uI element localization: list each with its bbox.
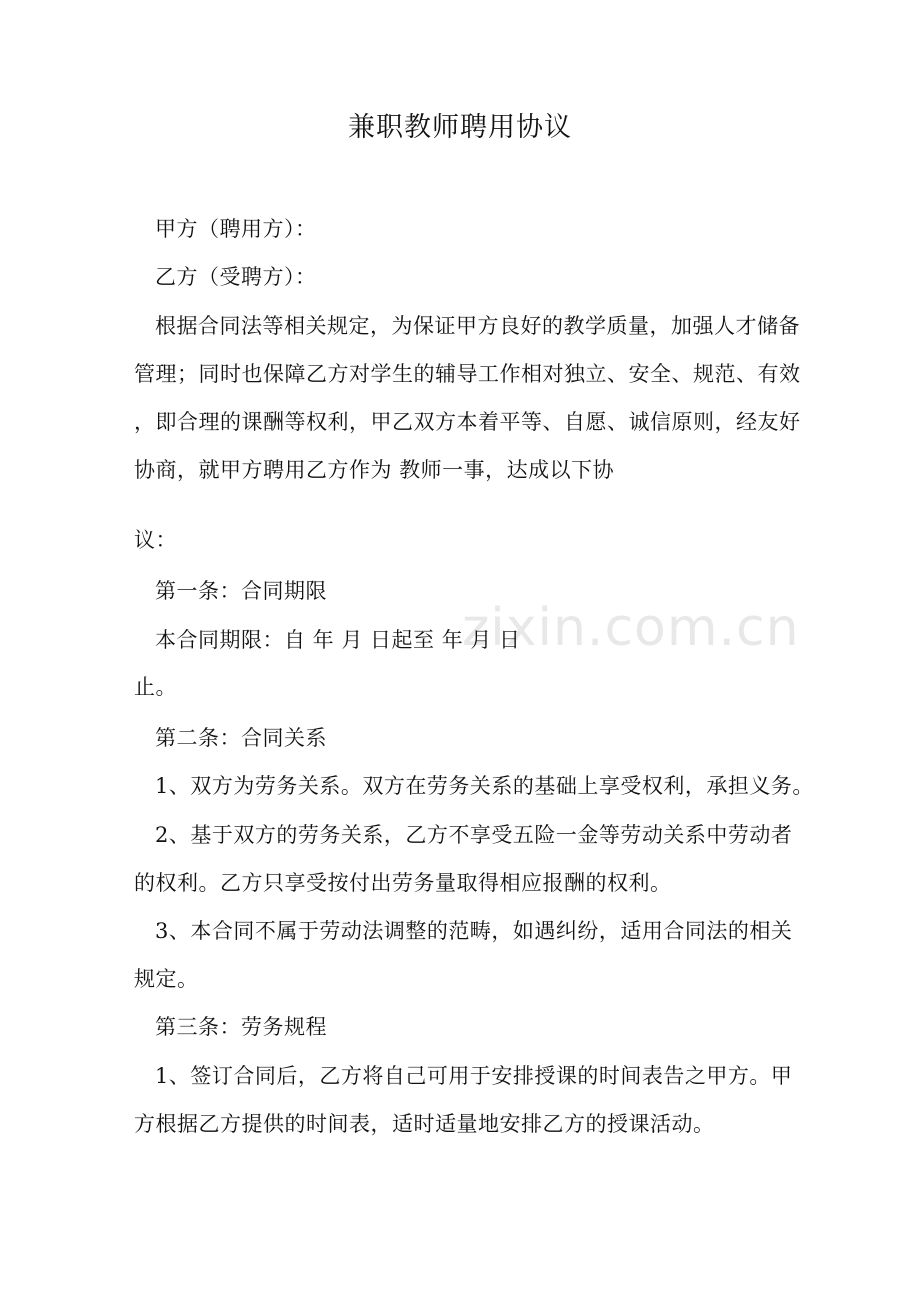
preamble-line-5: 议： [134,528,177,552]
article-2-heading: 第二条：合同关系 [155,726,327,750]
preamble-line-2: 管理；同时也保障乙方对学生的辅导工作相对独立、安全、规范、有效 [134,362,801,386]
document-title: 兼职教师聘用协议 [348,112,572,143]
article-3-item-1-cont: 方根据乙方提供的时间表，适时适量地安排乙方的授课活动。 [134,1112,715,1136]
article-3-heading: 第三条：劳务规程 [155,1015,327,1039]
article-2-item-2: 2、基于双方的劳务关系，乙方不享受五险一金等劳动关系中劳动者 [155,823,793,847]
article-3-item-1: 1、签订合同后，乙方将自己可用于安排授课的时间表告之甲方。甲 [155,1064,793,1088]
article-2-item-2-cont: 的权利。乙方只享受按付出劳务量取得相应报酬的权利。 [134,871,672,895]
article-1-heading: 第一条：合同期限 [155,579,327,603]
article-1-term-line: 本合同期限：自 年 月 日起至 年 月 日 [155,628,521,652]
article-2-item-3-cont: 规定。 [134,967,199,991]
preamble-line-4: 协商，就甲方聘用乙方作为 教师一事，达成以下协 [134,458,615,482]
article-1-term-end: 止。 [134,675,177,699]
article-2-item-3: 3、本合同不属于劳动法调整的范畴，如遇纠纷，适用合同法的相关 [155,919,793,943]
preamble-line-3: ，即合理的课酬等权利，甲乙双方本着平等、自愿、诚信原则，经友好 [134,410,801,434]
preamble-line-1: 根据合同法等相关规定，为保证甲方良好的教学质量，加强人才储备 [155,314,800,338]
party-a-line: 甲方（聘用方）： [155,217,317,241]
watermark: zixin.com.cn [462,598,800,658]
party-b-line: 乙方（受聘方）： [155,265,317,289]
article-2-item-1: 1、双方为劳务关系。双方在劳务关系的基础上享受权利，承担义务。 [155,774,814,798]
